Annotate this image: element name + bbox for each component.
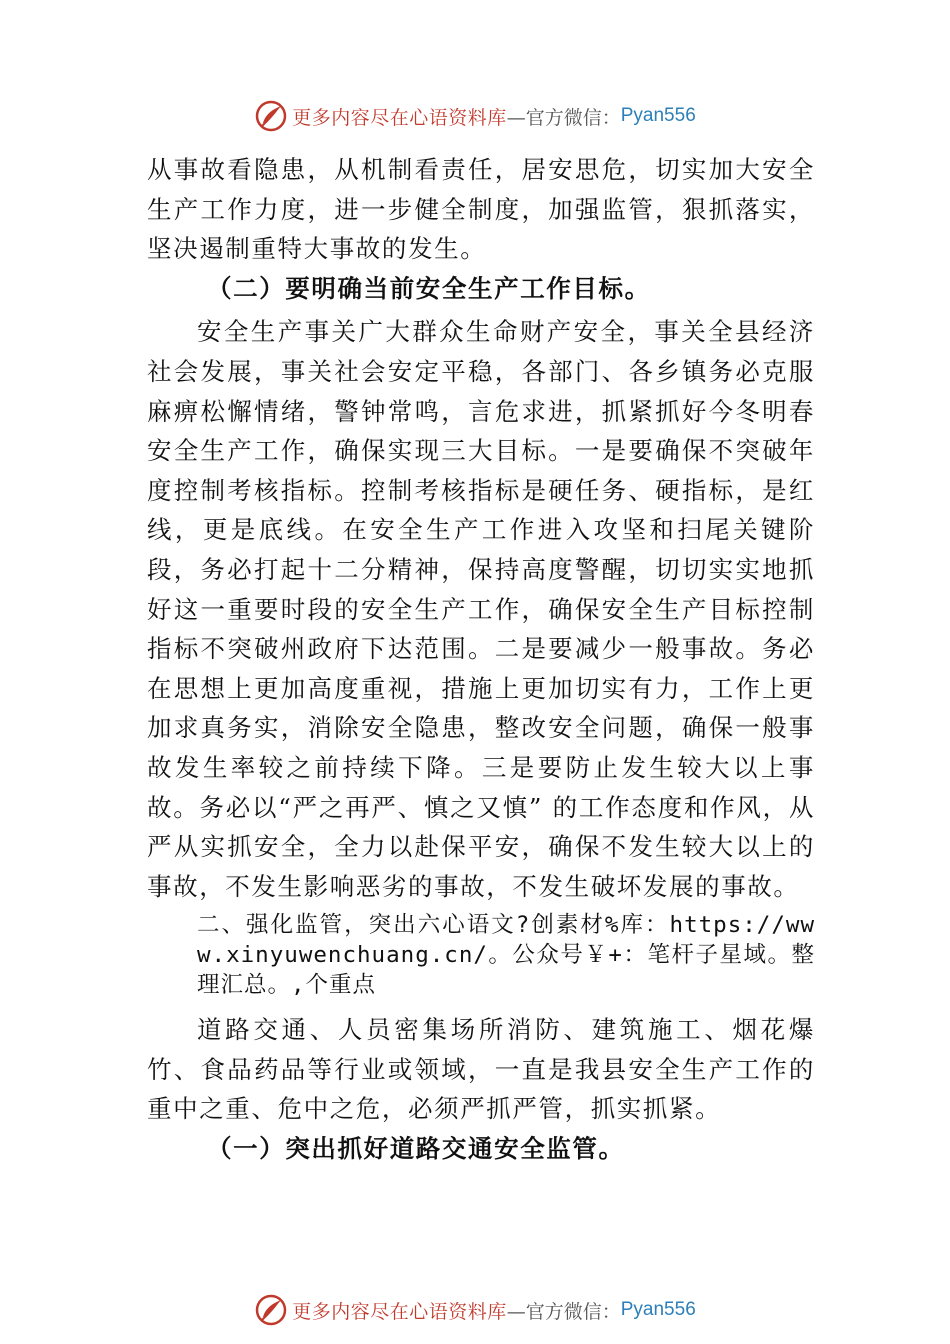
paragraph-3: 二、强化监管，突出六心语文?创素材%库：https://www.xinyuwenchuang.cn/。公众号￥+：笔杆子星域。整理汇总。,个重点 (197, 912, 815, 999)
watermark-header (0, 96, 950, 136)
watermark-red-text: 更多内容尽在心语资料库 (292, 106, 507, 129)
watermark-red-text: 更多内容尽在心语资料库 (292, 1300, 507, 1323)
paragraph-2: 安全生产事关广大群众生命财产安全，事关全县经济社会发展，事关社会安定平稳，各部门、各乡镇务必克服麻痹松懈情绪，警钟常鸣，言危求进，抓紧抓好今冬明春安全生产工作，确保实现三大目标。一是要确保不突破年度控制考核指标。控制考核指标是硬任务、硬指标，是红线，更是底线。在安全生产工作进入攻坚和扫尾关键阶段，务必打起十二分精神，保持高度警醒，切切实实地抓好这一重要时段的安全生产工作，确保安全生产目标控制指标不突破州政府下达范围。二是要减少一般事故。务必在思想上更加高度重视，措施上更加切实有力，工作上更加求真务实，消除安全隐患，整改安全问题，确保一般事故发生率较之前持续下降。三是要防止发生较大以上事故。务必以“严之再严、慎之又慎” 的工作态度和作风，从严从实抓安全，全力以赴保平安，确保不发生较大以上的事故，不发生影响恶劣的事故，不发生破坏发展的事故。 (147, 317, 815, 901)
watermark-wechat-id: Pyan556 (620, 1299, 696, 1320)
section-heading-2: （二）要明确当前安全生产工作目标。 (207, 273, 651, 303)
watermark-wechat-id: Pyan556 (620, 105, 696, 126)
watermark-dash-text: —官方微信： (506, 106, 621, 129)
watermark-dash-text: —官方微信： (506, 1300, 621, 1323)
watermark-footer (0, 1290, 950, 1330)
section-heading-1: （一）突出抓好道路交通安全监管。 (207, 1134, 625, 1164)
paragraph-1: 从事故看隐患，从机制看责任，居安思危，切实加大安全生产工作力度，进一步健全制度，加强监管，狠抓落实，坚决遏制重特大事故的发生。 (147, 155, 815, 264)
logo-icon (254, 99, 288, 133)
paragraph-4: 道路交通、人员密集场所消防、建筑施工、烟花爆竹、食品药品等行业或领域，一直是我县安全生产工作的重中之重、危中之危，必须严抓严管，抓实抓紧。 (147, 1015, 815, 1124)
document-body (147, 150, 815, 1169)
logo-icon (254, 1293, 288, 1327)
